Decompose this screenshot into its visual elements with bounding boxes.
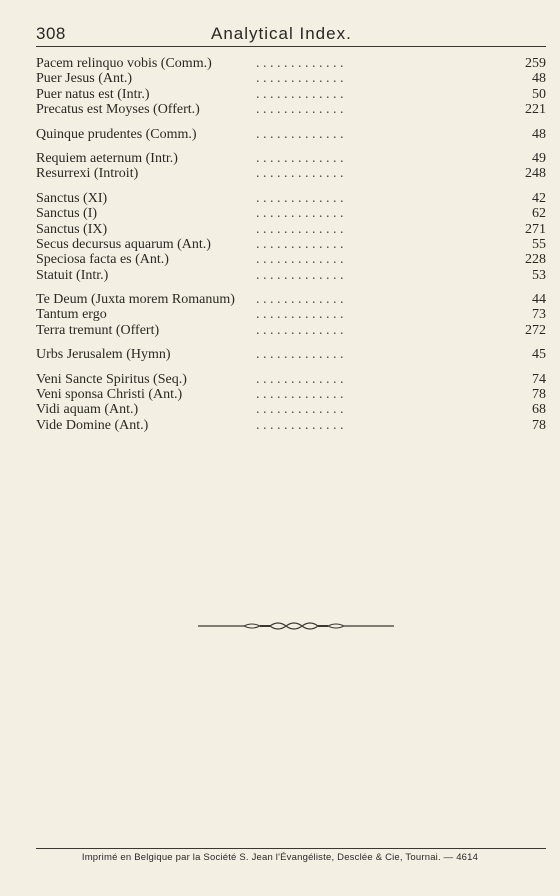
dot-leaders: . . . . . . . . . . . . .: [256, 307, 344, 323]
dot-leaders: . . . . . . . . . . . . .: [256, 221, 344, 237]
decorative-ornament-rule: [196, 619, 396, 633]
entry-title: Puer natus est (Intr.): [36, 86, 150, 102]
dot-leaders: . . . . . . . . . . . . .: [256, 252, 344, 268]
index-entry: [36, 292, 546, 307]
entry-page-number: 78: [532, 417, 546, 433]
entry-title: Vidi aquam (Ant.): [36, 402, 139, 418]
index-entry: [36, 372, 546, 387]
dot-leaders: . . . . . . . . . . . . .: [256, 236, 344, 252]
entry-title: Vide Domine (Ant.): [36, 417, 149, 433]
entry-page-number: 271: [525, 221, 546, 237]
index-entry: [36, 206, 546, 221]
dot-leaders: . . . . . . . . . . . . .: [256, 292, 344, 308]
entry-page-number: 73: [532, 307, 546, 323]
entry-title: Veni Sancte Spiritus (Seq.): [36, 371, 187, 387]
entry-title: Urbs Jerusalem (Hymn): [36, 347, 171, 363]
index-group: [36, 191, 546, 283]
index-entry: [36, 87, 546, 102]
entry-page-number: 272: [525, 322, 546, 338]
entry-title: Te Deum (Juxta morem Romanum): [36, 292, 235, 308]
index-entry: [36, 166, 546, 181]
entry-title: Veni sponsa Christi (Ant.): [36, 387, 183, 403]
index-entry: [36, 387, 546, 402]
index-entry: [36, 307, 546, 322]
index-entry: [36, 56, 546, 71]
entry-title: Terra tremunt (Offert): [36, 322, 160, 338]
index-entry: [36, 252, 546, 267]
entry-page-number: 221: [525, 102, 546, 118]
index-group: [36, 127, 546, 142]
dot-leaders: . . . . . . . . . . . . .: [256, 150, 344, 166]
dot-leaders: . . . . . . . . . . . . .: [256, 267, 344, 283]
entry-page-number: 53: [532, 267, 546, 283]
analytical-index: [36, 56, 546, 442]
index-entry: [36, 268, 546, 283]
entry-page-number: 45: [532, 347, 546, 363]
entry-title: Sanctus (XI): [36, 190, 108, 206]
index-entry: [36, 191, 546, 206]
entry-page-number: 49: [532, 150, 546, 166]
page-header: [36, 24, 546, 47]
running-head: Analytical Index.: [211, 24, 352, 43]
dot-leaders: . . . . . . . . . . . . .: [256, 322, 344, 338]
entry-page-number: 248: [525, 166, 546, 182]
dot-leaders: . . . . . . . . . . . . .: [256, 56, 344, 71]
index-group: [36, 372, 546, 434]
entry-page-number: 259: [525, 56, 546, 71]
index-entry: [36, 418, 546, 433]
index-entry: [36, 402, 546, 417]
dot-leaders: . . . . . . . . . . . . .: [256, 206, 344, 222]
entry-page-number: 48: [532, 71, 546, 87]
entry-title: Resurrexi (Introit): [36, 166, 139, 182]
dot-leaders: . . . . . . . . . . . . .: [256, 417, 344, 433]
index-group: [36, 292, 546, 338]
entry-page-number: 48: [532, 126, 546, 142]
entry-title: Sanctus (IX): [36, 221, 108, 237]
entry-title: Quinque prudentes (Comm.): [36, 126, 197, 142]
dot-leaders: . . . . . . . . . . . . .: [256, 71, 344, 87]
dot-leaders: . . . . . . . . . . . . .: [256, 102, 344, 118]
dot-leaders: . . . . . . . . . . . . .: [256, 371, 344, 387]
index-entry: [36, 127, 546, 142]
index-entry: [36, 237, 546, 252]
footer-rule: [36, 848, 546, 849]
dot-leaders: . . . . . . . . . . . . .: [256, 166, 344, 182]
index-entry: [36, 151, 546, 166]
index-entry: [36, 71, 546, 86]
dot-leaders: . . . . . . . . . . . . .: [256, 190, 344, 206]
dot-leaders: . . . . . . . . . . . . .: [256, 347, 344, 363]
entry-page-number: 62: [532, 206, 546, 222]
entry-page-number: 44: [532, 292, 546, 308]
entry-title: Requiem aeternum (Intr.): [36, 150, 178, 166]
index-entry: [36, 323, 546, 338]
entry-page-number: 74: [532, 371, 546, 387]
dot-leaders: . . . . . . . . . . . . .: [256, 126, 344, 142]
entry-title: Secus decursus aquarum (Ant.): [36, 236, 211, 252]
entry-title: Pacem relinquo vobis (Comm.): [36, 56, 212, 71]
entry-page-number: 228: [525, 252, 546, 268]
entry-title: Speciosa facta es (Ant.): [36, 252, 169, 268]
entry-page-number: 50: [532, 86, 546, 102]
entry-title: Tantum ergo: [36, 307, 107, 323]
page-number: 308: [36, 24, 66, 43]
dot-leaders: . . . . . . . . . . . . .: [256, 402, 344, 418]
dot-leaders: . . . . . . . . . . . . .: [256, 86, 344, 102]
index-entry: [36, 102, 546, 117]
entry-page-number: 78: [532, 387, 546, 403]
entry-page-number: 55: [532, 236, 546, 252]
printer-imprint: Imprimé en Belgique par la Société S. Jean l'Évangéliste, Desclée & Cie, Tournai. — 4614: [81, 852, 479, 863]
index-group: [36, 151, 546, 182]
index-entry: [36, 222, 546, 237]
index-entry: [36, 347, 546, 362]
entry-page-number: 68: [532, 402, 546, 418]
entry-title: Puer Jesus (Ant.): [36, 71, 133, 87]
entry-title: Precatus est Moyses (Offert.): [36, 102, 200, 118]
dot-leaders: . . . . . . . . . . . . .: [256, 387, 344, 403]
index-group: [36, 56, 546, 118]
entry-page-number: 42: [532, 190, 546, 206]
entry-title: Statuit (Intr.): [36, 267, 109, 283]
index-group: [36, 347, 546, 362]
entry-title: Sanctus (I): [36, 206, 98, 222]
